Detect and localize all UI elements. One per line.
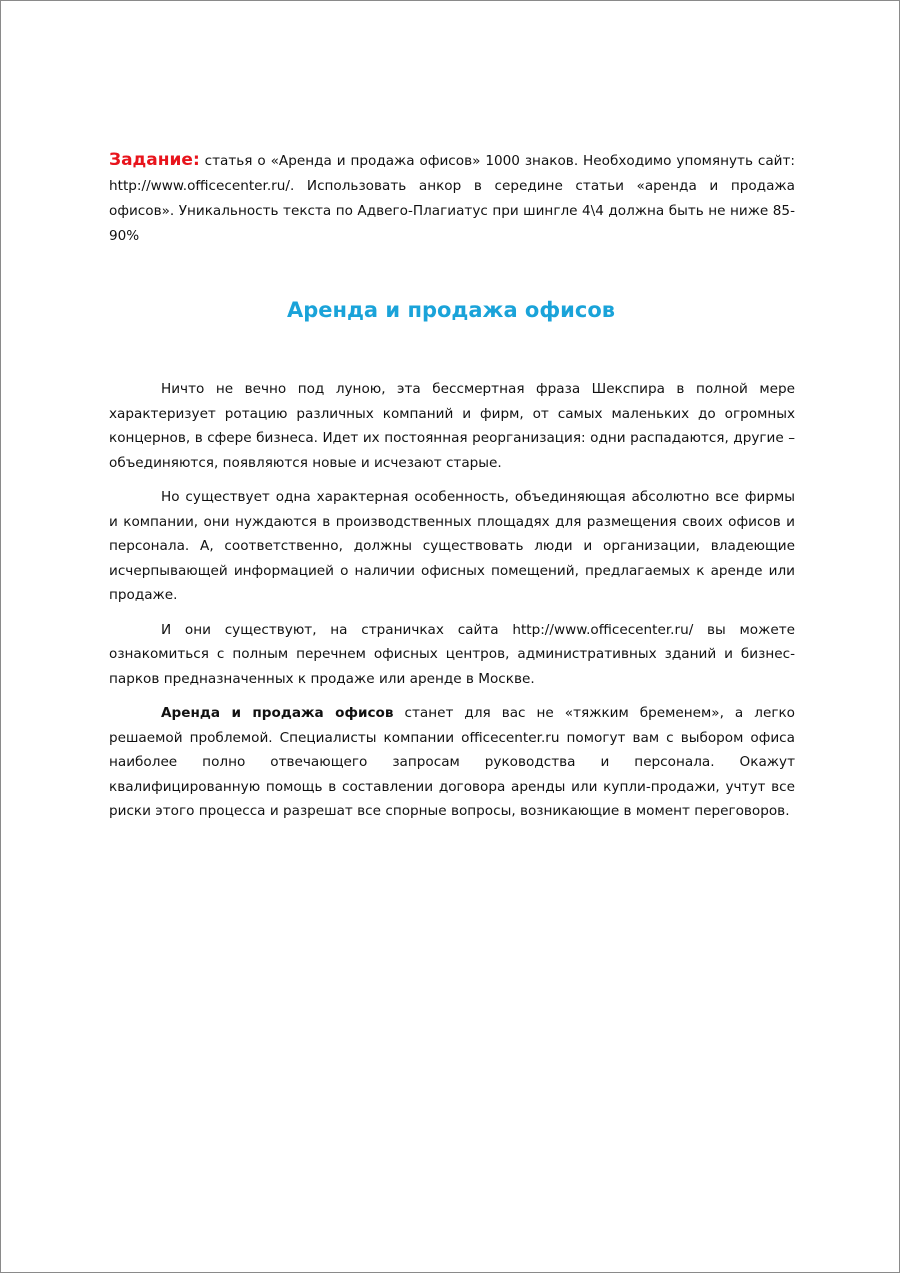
article-paragraph-3: И они существуют, на страничках сайта http://www.officecenter.ru/ вы можете ознакомиться с полным перечнем офисных центров, административных зданий и бизнес-парков предназначенных к продаже или аренде в Москве. (109, 621, 795, 687)
anchor-text: Аренда и продажа офисов (161, 705, 394, 721)
article-paragraph-2: Но существует одна характерная особенность, объединяющая абсолютно все фирмы и компании, они нуждаются в производственных площадях для размещения своих офисов и персонала. А, соответственно, должны существовать люди и организации, владеющие исчерпывающей информацией о наличии офисных помещений, предлагаемых к аренде или продаже. (109, 489, 795, 603)
article-title: Аренда и продажа офисов (286, 298, 616, 322)
article-paragraph-4 (109, 701, 795, 824)
task-description (109, 148, 795, 249)
task-text: статья о «Аренда и продажа офисов» 1000 знаков. Необходимо упомянуть сайт: http://www.officecenter.ru/. Использовать анкор в середине статьи «аренда и продажа офисов». Уникальность текста по Адвего-Плагиатус при шингле 4\4 должна быть не ниже 85-90% (109, 153, 795, 244)
article-paragraph-1: Ничто не вечно под луною, эта бессмертная фраза Шекспира в полной мере характеризует ротацию различных компаний и фирм, от самых маленьких до огромных концернов, в сфере бизнеса. Идет их постоянная реорганизация: одни распадаются, другие – объединяются, появляются новые и исчезают старые. (109, 381, 795, 471)
article-body (109, 377, 795, 834)
task-label: Задание: (109, 150, 200, 170)
article-paragraph-4-text: станет для вас не «тяжким бременем», а легко решаемой проблемой. Специалисты компании officecenter.ru помогут вам с выбором офиса наиболее полно отвечающего запросам руководства и персонала. Окажут квалифицированную помощь в составлении договора аренды или купли-продажи, учтут все риски этого процесса и разрешат все спорные вопросы, возникающие в момент переговоров. (109, 705, 795, 819)
